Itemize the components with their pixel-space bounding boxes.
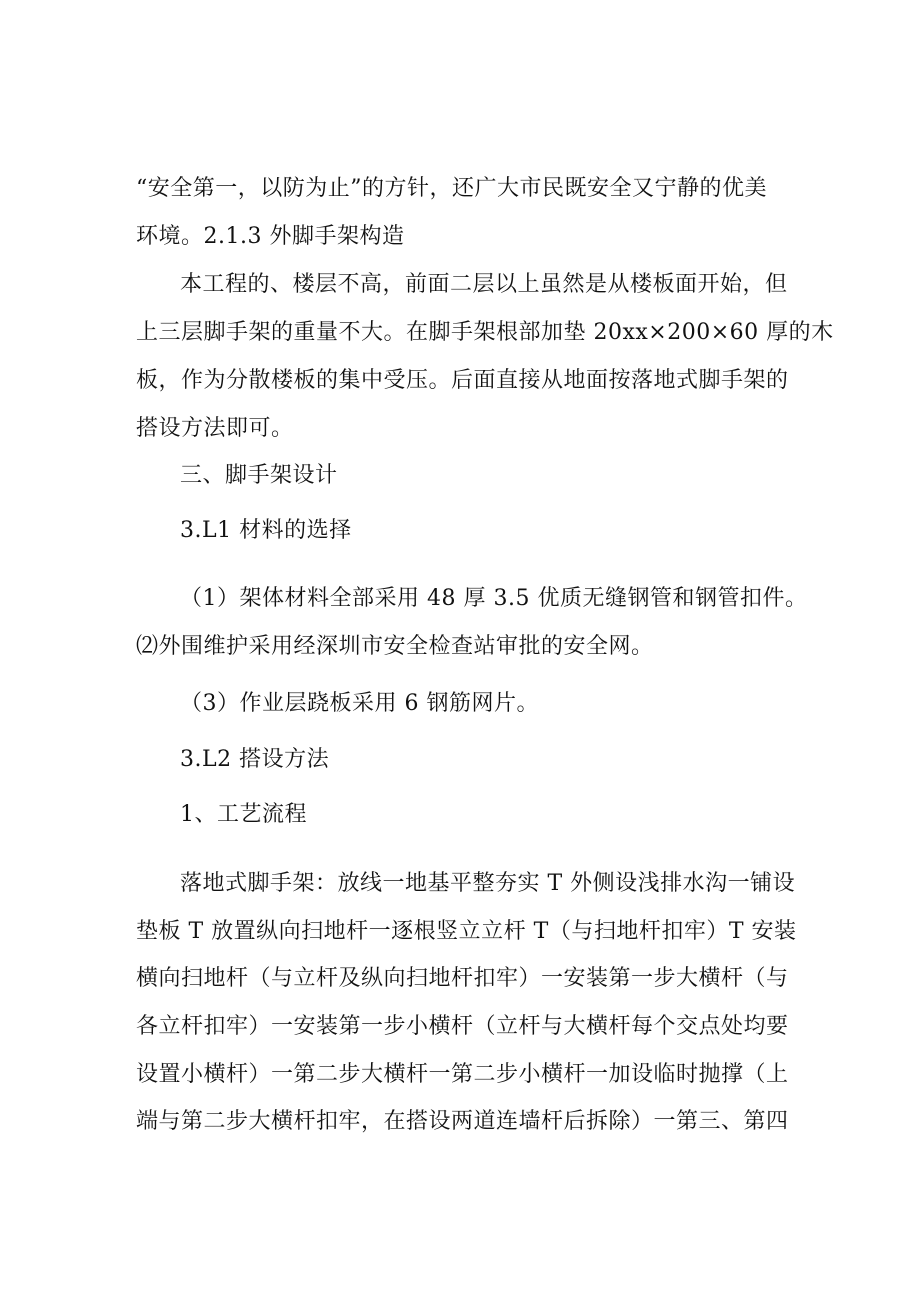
subsection-heading: 3.L2 搭设方法	[180, 747, 330, 772]
section-heading: 三、脚手架设计	[180, 463, 338, 488]
text-line: 各立杆扣牢）一安装第一步小横杆（立杆与大横杆每个交点处均要	[136, 1014, 789, 1039]
text-line: 搭设方法即可。	[136, 416, 294, 441]
text-line: 垫板 T 放置纵向扫地杆一逐根竖立立杆 T（与扫地杆扣牢）T 安装	[136, 919, 797, 944]
text-line: “安全第一，以防为止”的方针，还广大市民既安全又宁静的优美	[136, 176, 767, 201]
text-line: 本工程的、楼层不高，前面二层以上虽然是从楼板面开始，但	[180, 272, 788, 297]
text-line: 上三层脚手架的重量不大。在脚手架根部加垫 20xx×200×60 厚的木	[136, 320, 834, 345]
list-item: ⑵外围维护采用经深圳市安全检查站审批的安全网。	[136, 634, 654, 659]
text-line: 横向扫地杆（与立杆及纵向扫地杆扣牢）一安装第一步大横杆（与	[136, 966, 789, 991]
list-item: （1）架体材料全部采用 48 厚 3.5 优质无缝钢管和钢管扣件。	[180, 586, 808, 611]
subheading: 1、工艺流程	[180, 802, 307, 827]
text-line: 板，作为分散楼板的集中受压。后面直接从地面按落地式脚手架的	[136, 368, 789, 393]
text-line: 环境。2.1.3 外脚手架构造	[136, 224, 405, 249]
list-item: （3）作业层跷板采用 6 钢筋网片。	[180, 691, 539, 716]
subsection-heading: 3.L1 材料的选择	[180, 518, 352, 543]
text-line: 设置小横杆）一第二步大横杆一第二步小横杆一加设临时抛撑（上	[136, 1062, 789, 1087]
text-line: 落地式脚手架：放线一地基平整夯实 T 外侧设浅排水沟一铺设	[180, 871, 796, 896]
text-line: 端与第二步大横杆扣牢，在搭设两道连墙杆后拆除）一第三、第四	[136, 1109, 789, 1134]
